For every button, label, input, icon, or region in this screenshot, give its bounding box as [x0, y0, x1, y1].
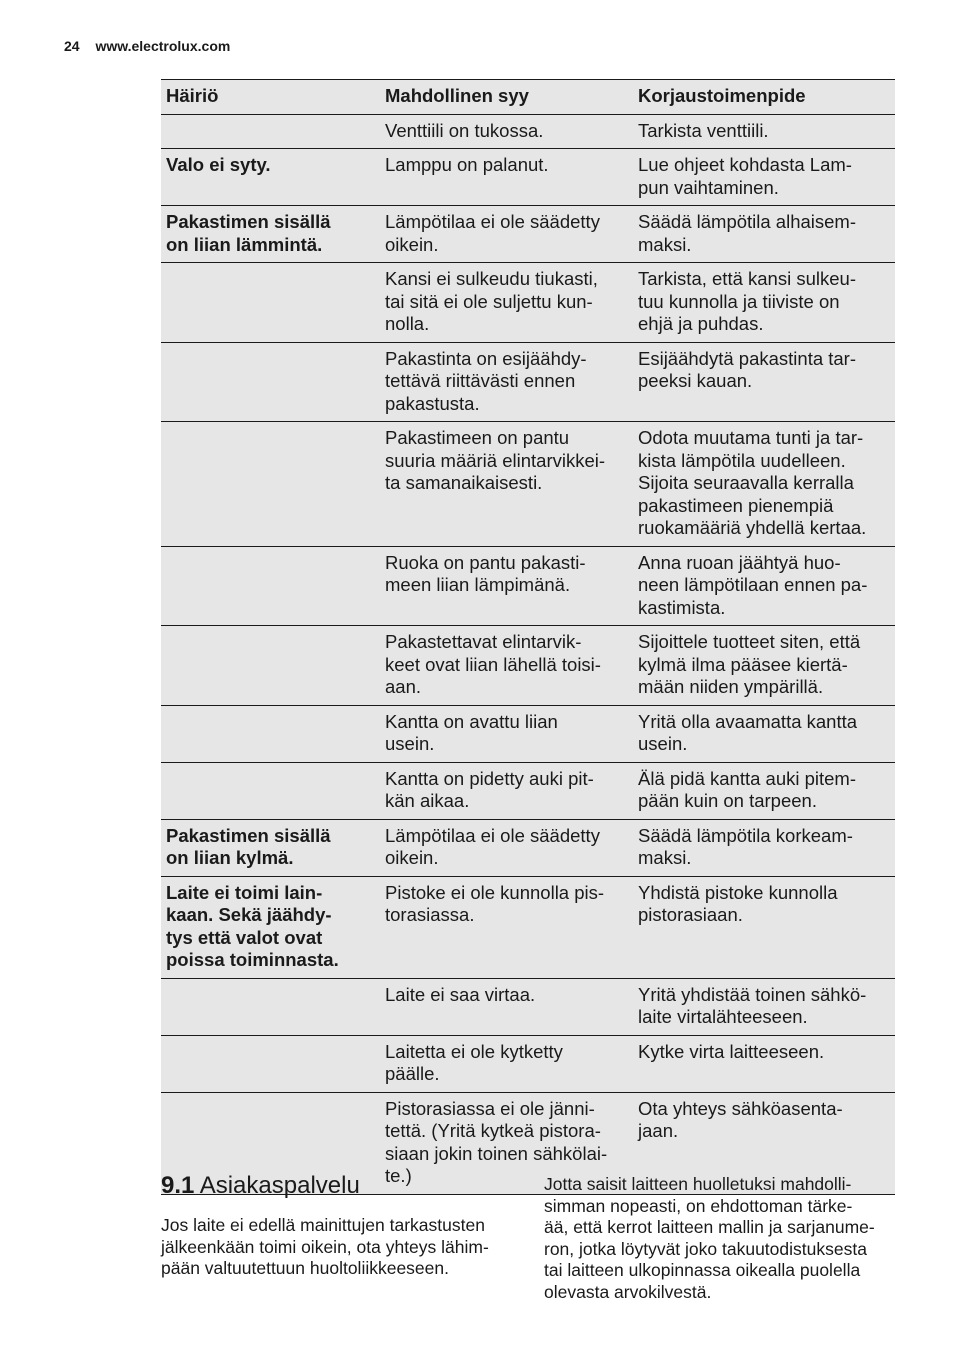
service-paragraph-right: Jotta saisit laitteen huolletuksi mahdolli- simman nopeasti, on ehdottoman tärke- ää, että kerrot laitteen mallin ja sarjanume- ron, jotka löytyvät joko takuutodistuksesta tai laitteen ulkopinnassa oikealla puolella olevasta arvokilvestä. — [544, 1174, 875, 1302]
cause-cell: Kansi ei sulkeudu tiukasti, tai sitä ei ole suljettu kun- nolla. — [380, 263, 633, 343]
problem-cell: Valo ei syty. — [161, 149, 380, 206]
table-body — [161, 114, 895, 1194]
solution-cell: Sijoittele tuotteet siten, että kylmä ilma pääsee kiertä- mään niiden ympärillä. — [633, 626, 895, 706]
cause-cell: Kantta on avattu liian usein. — [380, 705, 633, 762]
section-heading — [161, 1172, 360, 1200]
table-row — [161, 422, 895, 547]
problem-cell — [161, 705, 380, 762]
cause-cell: Venttiili on tukossa. — [380, 114, 633, 149]
column-header: Häiriö — [161, 80, 380, 115]
solution-cell: Odota muutama tunti ja tar- kista lämpötila uudelleen. Sijoita seuraavalla kerralla pakastimeen pienempiä ruokamääriä yhdellä kertaa. — [633, 422, 895, 547]
troubleshooting-table — [161, 79, 895, 1195]
table-row — [161, 762, 895, 819]
table-row — [161, 1035, 895, 1092]
table-row — [161, 206, 895, 263]
page-number: 24 — [64, 38, 80, 54]
solution-cell: Tarkista, että kansi sulkeu- tuu kunnolla ja tiiviste on ehjä ja puhdas. — [633, 263, 895, 343]
cause-cell: Laite ei saa virtaa. — [380, 978, 633, 1035]
solution-cell: Yritä olla avaamatta kantta usein. — [633, 705, 895, 762]
table-row — [161, 705, 895, 762]
cause-cell: Kantta on pidetty auki pit- kän aikaa. — [380, 762, 633, 819]
column-header: Korjaustoimenpide — [633, 80, 895, 115]
problem-cell: Pakastimen sisällä on liian lämmintä. — [161, 206, 380, 263]
solution-cell: Tarkista venttiili. — [633, 114, 895, 149]
cause-cell: Lämpötilaa ei ole säädetty oikein. — [380, 819, 633, 876]
cause-cell: Laitetta ei ole kytketty päälle. — [380, 1035, 633, 1092]
solution-cell: Yhdistä pistoke kunnolla pistorasiaan. — [633, 876, 895, 978]
cause-cell: Pistorasiassa ei ole jänni- tettä. (Yritä kytkeä pistora- siaan jokin toinen sähkölai- te.) — [380, 1092, 633, 1194]
solution-cell: Säädä lämpötila korkeam- maksi. — [633, 819, 895, 876]
column-header: Mahdollinen syy — [380, 80, 633, 115]
table-row — [161, 114, 895, 149]
problem-cell — [161, 422, 380, 547]
cause-cell: Lämpötilaa ei ole säädetty oikein. — [380, 206, 633, 263]
problem-cell: Pakastimen sisällä on liian kylmä. — [161, 819, 380, 876]
problem-cell — [161, 114, 380, 149]
solution-cell: Esijäähdytä pakastinta tar- peeksi kauan. — [633, 342, 895, 422]
problem-cell — [161, 1035, 380, 1092]
site-url: www.electrolux.com — [95, 38, 231, 54]
problem-cell — [161, 978, 380, 1035]
solution-cell: Lue ohjeet kohdasta Lam- pun vaihtaminen. — [633, 149, 895, 206]
table-row — [161, 626, 895, 706]
table-row — [161, 342, 895, 422]
solution-cell: Ota yhteys sähköasenta- jaan. — [633, 1092, 895, 1194]
section-number: 9.1 — [161, 1172, 195, 1199]
problem-cell — [161, 342, 380, 422]
problem-cell: Laite ei toimi lain- kaan. Sekä jäähdy- tys että valot ovat poissa toiminnasta. — [161, 876, 380, 978]
cause-cell: Ruoka on pantu pakasti- meen liian lämpimänä. — [380, 546, 633, 626]
table-header-row — [161, 80, 895, 115]
solution-cell: Yritä yhdistää toinen sähkö- laite virtalähteeseen. — [633, 978, 895, 1035]
solution-cell: Älä pidä kantta auki pitem- pään kuin on tarpeen. — [633, 762, 895, 819]
cause-cell: Lamppu on palanut. — [380, 149, 633, 206]
solution-cell: Kytke virta laitteeseen. — [633, 1035, 895, 1092]
problem-cell — [161, 546, 380, 626]
table-row — [161, 978, 895, 1035]
cause-cell: Pakastettavat elintarvik- keet ovat liian lähellä toisi- aan. — [380, 626, 633, 706]
cause-cell: Pakastimeen on pantu suuria määriä elintarvikkei- ta samanaikaisesti. — [380, 422, 633, 547]
table-row — [161, 149, 895, 206]
page-header — [64, 38, 230, 54]
cause-cell: Pakastinta on esijäähdy- tettävä riittävästi ennen pakastusta. — [380, 342, 633, 422]
table-row — [161, 263, 895, 343]
table-row — [161, 819, 895, 876]
problem-cell — [161, 762, 380, 819]
cause-cell: Pistoke ei ole kunnolla pis- torasiassa. — [380, 876, 633, 978]
problem-cell — [161, 626, 380, 706]
section-title: Asiakaspalvelu — [199, 1172, 360, 1199]
service-paragraph-left: Jos laite ei edellä mainittujen tarkastusten jälkeenkään toimi oikein, ota yhteys lähim- pään valtuutettuun huoltoliikkeeseen. — [161, 1215, 489, 1278]
table-row — [161, 546, 895, 626]
table-row — [161, 876, 895, 978]
solution-cell: Anna ruoan jäähtyä huo- neen lämpötilaan ennen pa- kastimista. — [633, 546, 895, 626]
problem-cell — [161, 263, 380, 343]
solution-cell: Säädä lämpötila alhaisem- maksi. — [633, 206, 895, 263]
